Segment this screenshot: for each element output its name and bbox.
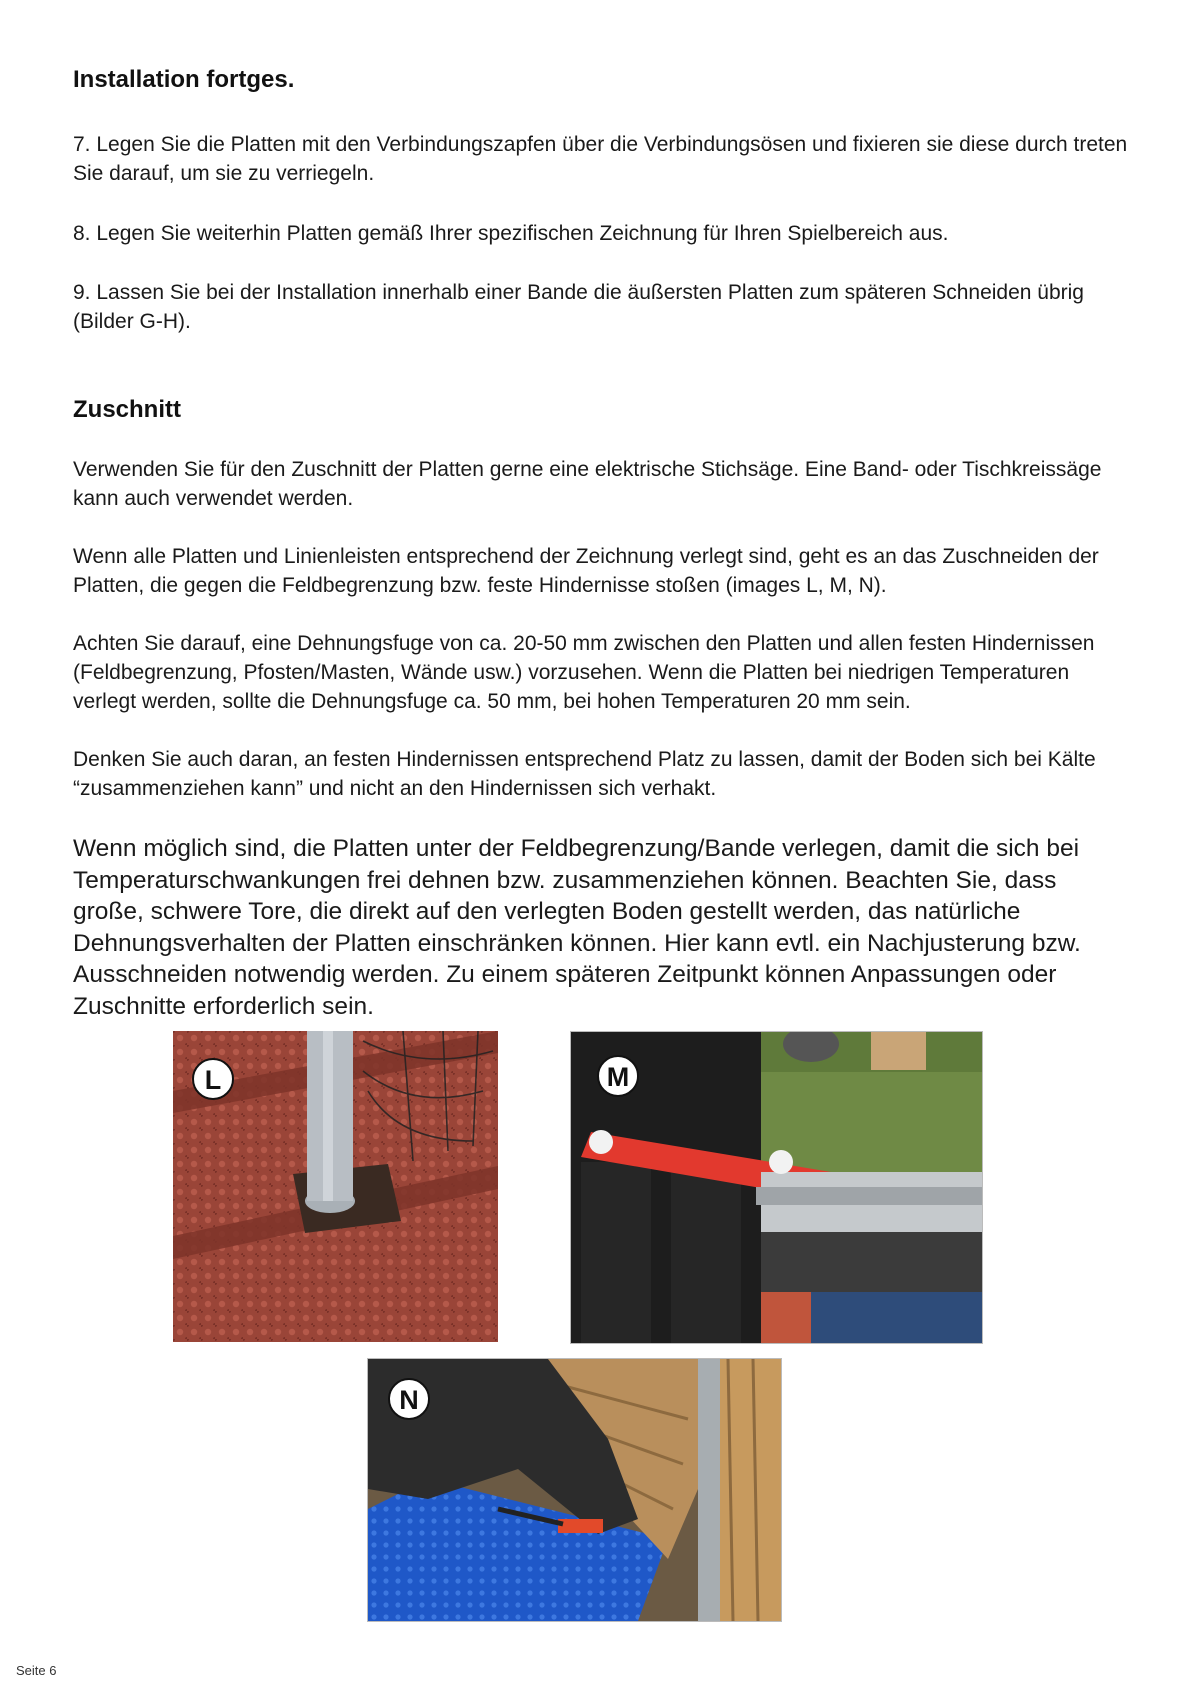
step-7: 7. Legen Sie die Platten mit den Verbindungszapfen über die Verbindungsösen und fixieren sie diese durch treten Sie darauf, um sie zu verriegeln. bbox=[73, 133, 1128, 185]
paragraph-hindernisse: Denken Sie auch daran, an festen Hindernissen entsprechend Platz zu lassen, damit der Boden sich bei Kälte “zusammenziehen kann” und nicht an den Hindernissen sich verhakt. bbox=[73, 748, 1096, 800]
paragraph-feldbegrenzung: Wenn möglich sind, die Platten unter der Feldbegrenzung/Bande verlegen, damit die sich bei Temperaturschwankungen frei dehnen bzw. zusammenziehen können. Beachten Sie, dass große, schwere Tore, die direkt auf den verlegten Boden gestellt werden, das natürliche Dehnungsverhalten der Platten einschränken können. Hier kann evtl. ein Nachjusterung bzw. Ausschneiden notwendig werden. Zu einem späteren Zeitpunkt können Anpassungen oder Zuschnitte erforderlich sein. bbox=[73, 835, 1081, 1020]
page-number: Seite 6 bbox=[16, 1663, 57, 1678]
heading-zuschnitt: Zuschnitt bbox=[73, 396, 181, 423]
paragraph-dehnungsfuge: Achten Sie darauf, eine Dehnungsfuge von ca. 20-50 mm zwischen den Platten und allen festen Hindernissen (Feldbegrenzung, Pfosten/Masten, Wände usw.) vorzusehen. Wenn die Platten bei niedrigen Temperaturen verlegt werden, sollte die Dehnungsfuge ca. 50 mm, bei hohen Temperaturen 20 mm sein. bbox=[73, 632, 1095, 713]
paragraph-stichsaege: Verwenden Sie für den Zuschnitt der Platten gerne eine elektrische Stichsäge. Eine Band- oder Tischkreissäge kann auch verwendet werden. bbox=[73, 458, 1102, 510]
photo-m-cutting bbox=[570, 1031, 983, 1344]
step-9: 9. Lassen Sie bei der Installation innerhalb einer Bande die äußersten Platten zum späteren Schneiden übrig (Bilder G-H). bbox=[73, 281, 1084, 333]
label-n: N bbox=[399, 1385, 419, 1415]
heading-installation: Installation fortges. bbox=[73, 66, 295, 93]
label-l: L bbox=[204, 1065, 222, 1095]
photo-l-post bbox=[173, 1031, 498, 1342]
label-m: M bbox=[606, 1062, 630, 1092]
step-8: 8. Legen Sie weiterhin Platten gemäß Ihrer spezifischen Zeichnung für Ihren Spielbereich aus. bbox=[73, 222, 949, 245]
photo-n-boards bbox=[367, 1358, 782, 1622]
paragraph-zuschneiden: Wenn alle Platten und Linienleisten entsprechend der Zeichnung verlegt sind, geht es an das Zuschneiden der Platten, die gegen die Feldbegrenzung bzw. feste Hindernisse stoßen (images L, M, N). bbox=[73, 545, 1099, 597]
